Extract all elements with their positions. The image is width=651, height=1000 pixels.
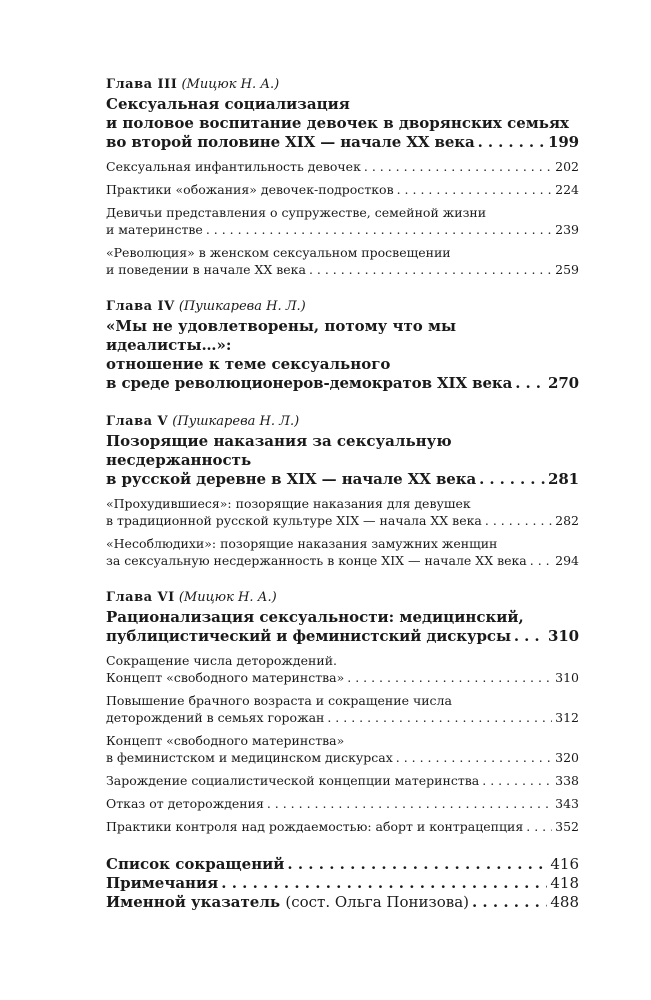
chapter-title-last-line: во второй половине XIX — начале XX века bbox=[106, 133, 475, 151]
page-number: 199 bbox=[547, 133, 579, 151]
leader-dots bbox=[397, 181, 553, 198]
section-title-line: Концепт «свободного материнства» bbox=[106, 733, 345, 748]
chapter-title-entry bbox=[106, 470, 579, 489]
chapter-title bbox=[106, 95, 579, 152]
page-number: 418 bbox=[550, 874, 579, 892]
section-entry-line bbox=[106, 512, 579, 529]
section-title-last-line: Практики контроля над рождаемостью: аборт и контрацепция bbox=[106, 819, 524, 834]
chapter-title bbox=[106, 432, 579, 489]
page-number: 310 bbox=[555, 670, 579, 685]
section-title-last-line: Отказ от деторождения bbox=[106, 796, 264, 811]
chapter-heading bbox=[106, 76, 579, 93]
section-entry bbox=[106, 732, 579, 766]
chapter-title-line: «Мы не удовлетворены, потому что мы идеалисты…»: bbox=[106, 317, 457, 354]
page-number: 338 bbox=[555, 773, 579, 788]
chapter-title bbox=[106, 317, 579, 393]
section-entry bbox=[106, 244, 579, 278]
section-title-last-line: Сексуальная инфантильность девочек bbox=[106, 159, 361, 174]
page-number: 416 bbox=[550, 855, 579, 873]
section-entry bbox=[106, 818, 579, 835]
leader-dots bbox=[485, 512, 552, 529]
page-number: 488 bbox=[550, 893, 579, 911]
leader-dots bbox=[287, 855, 547, 874]
back-matter-note: (сост. Ольга Понизова) bbox=[285, 893, 469, 911]
chapter-title-line: отношение к теме сексуального bbox=[106, 355, 391, 373]
page-number: 202 bbox=[555, 159, 579, 174]
leader-dots bbox=[327, 709, 552, 726]
chapter-author: (Пушкарева Н. Л.) bbox=[172, 414, 300, 429]
chapter-heading bbox=[106, 298, 579, 315]
chapter-title-entry bbox=[106, 133, 579, 152]
leader-dots bbox=[267, 795, 552, 812]
chapter-heading bbox=[106, 413, 579, 430]
section-title-line: Повышение брачного возраста и сокращение числа bbox=[106, 693, 452, 708]
chapter-block bbox=[106, 413, 579, 569]
section-title-last-line: Практики «обожания» девочек-подростков bbox=[106, 182, 394, 197]
leader-dots bbox=[526, 818, 552, 835]
back-matter-title: Именной указатель bbox=[106, 893, 281, 911]
chapter-label: Глава IV bbox=[106, 299, 175, 314]
chapter-title-last-line: в русской деревне в XIX — начале XX века bbox=[106, 470, 477, 488]
leader-dots bbox=[206, 221, 552, 238]
section-title-line: «Прохудившиеся»: позорящие наказания для девушек bbox=[106, 496, 471, 511]
chapter-title-entry bbox=[106, 627, 579, 646]
chapter-label: Глава V bbox=[106, 414, 169, 429]
page-number: 352 bbox=[555, 819, 579, 834]
page-number: 224 bbox=[555, 182, 579, 197]
leader-dots bbox=[479, 470, 545, 489]
chapter-block bbox=[106, 589, 579, 835]
section-entry-line bbox=[106, 709, 579, 726]
page-number: 310 bbox=[547, 627, 579, 645]
section-entry bbox=[106, 692, 579, 726]
section-title-line: Сокращение числа деторождений. bbox=[106, 653, 337, 668]
leader-dots bbox=[396, 749, 552, 766]
section-entry-line bbox=[106, 795, 579, 812]
page-number: 239 bbox=[555, 222, 579, 237]
leader-dots bbox=[309, 261, 552, 278]
section-title-last-line: и материнстве bbox=[106, 222, 203, 237]
section-entry-line bbox=[106, 261, 579, 278]
chapter-label: Глава VI bbox=[106, 590, 175, 605]
section-title-last-line: Зарождение социалистической концепции материнства bbox=[106, 773, 480, 788]
leader-dots bbox=[347, 669, 552, 686]
section-title-last-line: Концепт «свободного материнства» bbox=[106, 670, 345, 685]
back-matter-title-wrap bbox=[106, 893, 469, 912]
chapter-title-entry bbox=[106, 374, 579, 393]
page-number: 282 bbox=[555, 513, 579, 528]
section-entry bbox=[106, 535, 579, 569]
back-matter-title-wrap bbox=[106, 874, 218, 893]
section-entry-line bbox=[106, 669, 579, 686]
section-entry-line bbox=[106, 221, 579, 238]
section-title-last-line: за сексуальную несдержанность в конце XIX — начале XX века bbox=[106, 553, 527, 568]
section-title-last-line: и поведении в начале XX века bbox=[106, 262, 306, 277]
section-title-last-line: в феминистском и медицинском дискурсах bbox=[106, 750, 393, 765]
section-entry bbox=[106, 204, 579, 238]
chapter-title bbox=[106, 608, 579, 646]
chapter-heading bbox=[106, 589, 579, 606]
chapter-title-last-line: публицистический и феминистский дискурсы bbox=[106, 627, 511, 645]
chapter-author: (Мицюк Н. А.) bbox=[181, 77, 280, 92]
leader-dots bbox=[221, 874, 547, 893]
table-of-contents bbox=[106, 76, 579, 912]
leader-dots bbox=[478, 133, 545, 152]
section-entry bbox=[106, 181, 579, 198]
leader-dots bbox=[472, 893, 547, 912]
page-number: 259 bbox=[555, 262, 579, 277]
back-matter-entry bbox=[106, 855, 579, 874]
section-entry-line bbox=[106, 158, 579, 175]
back-matter-entry bbox=[106, 893, 579, 912]
section-title-last-line: деторождений в семьях горожан bbox=[106, 710, 325, 725]
section-entry-line bbox=[106, 772, 579, 789]
page-number: 294 bbox=[555, 553, 579, 568]
back-matter-title: Примечания bbox=[106, 874, 219, 892]
chapter-author: (Пушкарева Н. Л.) bbox=[178, 299, 306, 314]
leader-dots bbox=[515, 374, 545, 393]
section-title-line: «Несоблюдихи»: позорящие наказания замужних женщин bbox=[106, 536, 498, 551]
chapter-block bbox=[106, 76, 579, 278]
chapter-block bbox=[106, 298, 579, 393]
back-matter-title: Список сокращений bbox=[106, 855, 285, 873]
page-number: 312 bbox=[555, 710, 579, 725]
section-title-line: Девичьи представления о супружестве, семейной жизни bbox=[106, 205, 487, 220]
leader-dots bbox=[482, 772, 552, 789]
back-matter bbox=[106, 855, 579, 912]
page-number: 270 bbox=[547, 374, 579, 392]
leader-dots bbox=[530, 552, 552, 569]
section-entry bbox=[106, 495, 579, 529]
page-number: 281 bbox=[547, 470, 579, 488]
back-matter-entry bbox=[106, 874, 579, 893]
chapter-title-line: Рационализация сексуальности: медицинский, bbox=[106, 608, 524, 626]
section-title-last-line: в традиционной русской культуре XIX — начала XX века bbox=[106, 513, 482, 528]
chapter-title-line: Сексуальная социализация bbox=[106, 95, 350, 113]
chapter-label: Глава III bbox=[106, 77, 178, 92]
chapter-title-last-line: в среде революционеров-демократов XIX века bbox=[106, 374, 513, 392]
back-matter-title-wrap bbox=[106, 855, 284, 874]
page-number: 320 bbox=[555, 750, 579, 765]
section-entry bbox=[106, 795, 579, 812]
section-entry-line bbox=[106, 181, 579, 198]
chapter-title-line: Позорящие наказания за сексуальную несдержанность bbox=[106, 432, 452, 469]
section-entry-line bbox=[106, 818, 579, 835]
leader-dots bbox=[514, 627, 545, 646]
section-entry bbox=[106, 158, 579, 175]
chapter-author: (Мицюк Н. А.) bbox=[178, 590, 277, 605]
section-entry bbox=[106, 652, 579, 686]
section-title-line: «Революция» в женском сексуальном просвещении bbox=[106, 245, 451, 260]
leader-dots bbox=[364, 158, 552, 175]
page-number: 343 bbox=[555, 796, 579, 811]
section-entry bbox=[106, 772, 579, 789]
section-entry-line bbox=[106, 552, 579, 569]
chapter-title-line: и половое воспитание девочек в дворянских семьях bbox=[106, 114, 569, 132]
section-entry-line bbox=[106, 749, 579, 766]
